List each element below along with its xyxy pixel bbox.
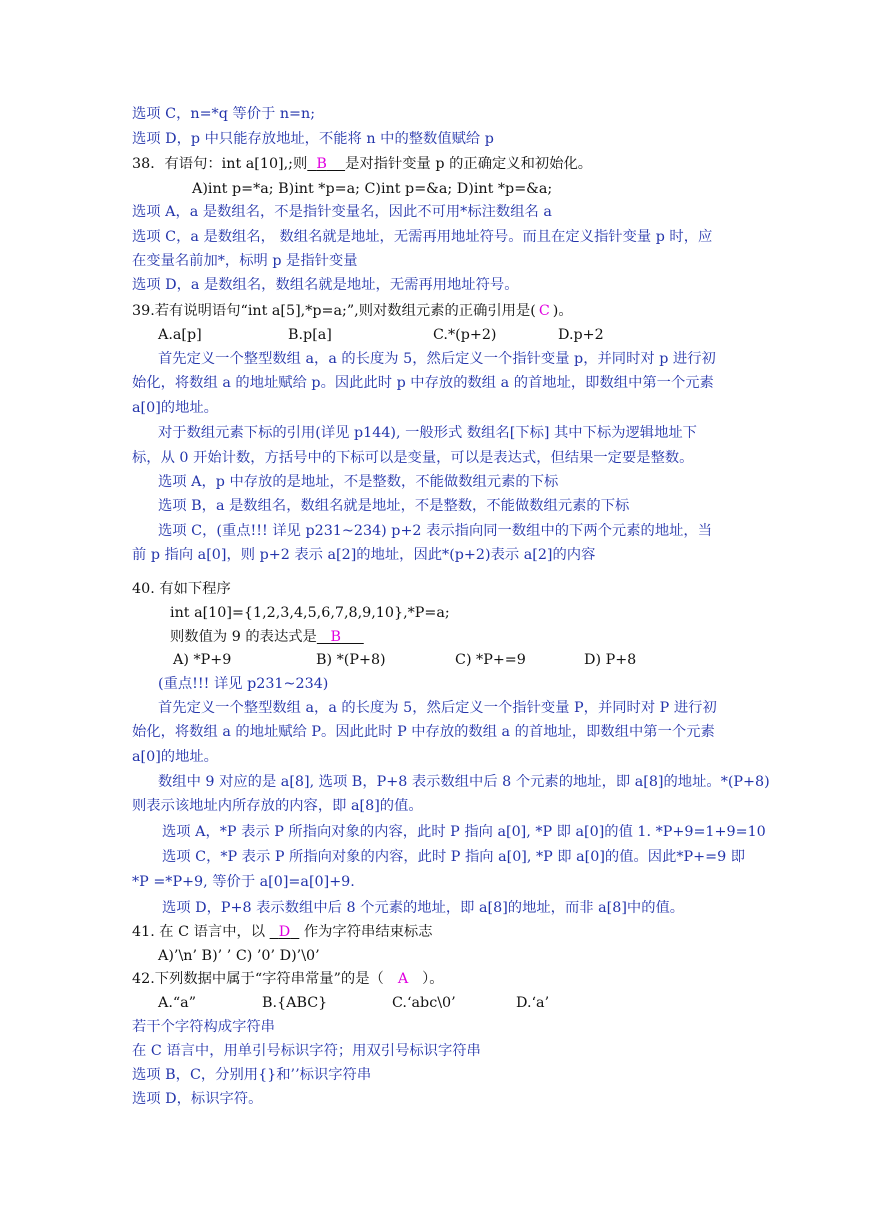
option-b: B.{ABC} <box>262 995 328 1011</box>
text-line: (重点!!! 详见 p231~234) <box>158 676 329 692</box>
answer-blank <box>307 156 345 172</box>
option-c: C.‘abc\0’ <box>392 995 456 1011</box>
option-d: D) P+8 <box>584 652 637 668</box>
answer-blank <box>317 629 364 645</box>
text-line: 始化，将数组 a 的地址赋给 P。因此此时 P 中存放的数组 a 的首地址，即数组中第一个元素 <box>132 724 715 740</box>
text-line: 选项 D，标识字符。 <box>132 1091 263 1107</box>
options-line: A)int p=*a; B)int *p=a; C)int p=&a; D)int *p=&a; <box>192 181 553 197</box>
text-line: 前 p 指向 a[0]，则 p+2 表示 a[2]的地址，因此*(p+2)表示 a[2]的内容 <box>132 547 596 563</box>
text-line: 选项 A，*P 表示 P 所指向对象的内容，此时 P 指向 a[0], *P 即 a[0]的值 1. *P+9=1+9=10 <box>162 824 766 840</box>
text-line: 则表示该地址内所存放的内容，即 a[8]的值。 <box>132 798 423 814</box>
option-c: C.*(p+2) <box>433 327 497 343</box>
code-line: int a[10]={1,2,3,4,5,6,7,8,9,10},*P=a; <box>170 605 450 621</box>
question-42: 42.下列数据中属于“字符串常量”的是（ A ）。 <box>132 971 444 987</box>
answer-blank <box>270 924 300 940</box>
option-d: D.p+2 <box>558 327 604 343</box>
text-line: 选项 D，a 是数组名，数组名就是地址，无需再用地址符号。 <box>132 277 519 293</box>
option-b: B) *(P+8) <box>316 652 386 668</box>
text-line: 选项 A，a 是数组名，不是指针变量名，因此不可用*标注数组名 a <box>132 204 552 220</box>
question-41: 41. 在 C 语言中，以 D 作为字符串结束标志 <box>132 924 433 940</box>
answer-letter: D <box>278 924 291 940</box>
text-line: 选项 C，(重点!!! 详见 p231~234) p+2 表示指向同一数组中的下两个元素的地址，当 <box>158 523 713 539</box>
text-line: 选项 A，p 中存放的是地址，不是整数，不能做数组元素的下标 <box>158 474 559 490</box>
text-line: 选项 C，n=*q 等价于 n=n; <box>132 106 316 122</box>
text-line: a[0]的地址。 <box>132 400 218 416</box>
question-38: 38．有语句：int a[10],;则 B 是对指针变量 p 的正确定义和初始化。 <box>132 156 593 172</box>
text-line: *P =*P+9, 等价于 a[0]=a[0]+9. <box>132 874 355 890</box>
text-line: 选项 D，P+8 表示数组中后 8 个元素的地址，即 a[8]的地址，而非 a[8]中的值。 <box>162 900 685 916</box>
text-line: 选项 B，C，分别用{}和’’标识字符串 <box>132 1067 372 1083</box>
options-line: A)’\n’ B)’ ’ C) ’0’ D)’\0’ <box>158 948 320 964</box>
option-d: D.‘a’ <box>516 995 550 1011</box>
answer-letter: C <box>538 303 550 319</box>
answer-letter: B <box>330 629 342 645</box>
answer-letter: A <box>397 971 409 987</box>
text-line: 对于数组元素下标的引用(详见 p144), 一般形式 数组名[下标] 其中下标为逻辑地址下 <box>158 425 697 441</box>
question-40: 40. 有如下程序 <box>132 581 231 597</box>
question-39: 39.若有说明语句“int a[5],*p=a;”,则对数组元素的正确引用是( C )。 <box>132 303 573 319</box>
text-line: 若干个字符构成字符串 <box>132 1019 275 1035</box>
text-line: 在 C 语言中，用单引号标识字符；用双引号标识字符串 <box>132 1043 481 1059</box>
text-line: 选项 C，*P 表示 P 所指向对象的内容，此时 P 指向 a[0], *P 即 a[0]的值。因此*P+=9 即 <box>162 849 746 865</box>
text-line: 选项 B，a 是数组名，数组名就是地址，不是整数，不能做数组元素的下标 <box>158 498 630 514</box>
question-40-prompt: 则数值为 9 的表达式是 B <box>170 628 364 646</box>
text-line: a[0]的地址。 <box>132 749 218 765</box>
text-line: 标，从 0 开始计数，方括号中的下标可以是变量，可以是表达式，但结果一定要是整数。 <box>132 450 694 466</box>
option-a: A) *P+9 <box>173 652 232 668</box>
answer-letter: B <box>316 156 327 172</box>
option-a: A.a[p] <box>158 327 202 343</box>
text-line: 首先定义一个整型数组 a，a 的长度为 5，然后定义一个指针变量 P，并同时对 P 进行初 <box>158 700 717 716</box>
option-a: A.“a” <box>158 995 197 1011</box>
text-line: 数组中 9 对应的是 a[8], 选项 B，P+8 表示数组中后 8 个元素的地址，即 a[8]的地址。*(P+8) <box>158 774 770 790</box>
text-line: 始化，将数组 a 的地址赋给 p。因此此时 p 中存放的数组 a 的首地址，即数组中第一个元素 <box>132 375 714 391</box>
text-line: 在变量名前加*，标明 p 是指针变量 <box>132 253 358 269</box>
text-line: 选项 D，p 中只能存放地址，不能将 n 中的整数值赋给 p <box>132 131 494 147</box>
text-line: 选项 C，a 是数组名， 数组名就是地址，无需再用地址符号。而且在定义指针变量 p 时，应 <box>132 229 713 245</box>
option-b: B.p[a] <box>288 327 332 343</box>
option-c: C) *P+=9 <box>455 652 526 668</box>
text-line: 首先定义一个整型数组 a，a 的长度为 5，然后定义一个指针变量 p，并同时对 p 进行初 <box>158 351 716 367</box>
